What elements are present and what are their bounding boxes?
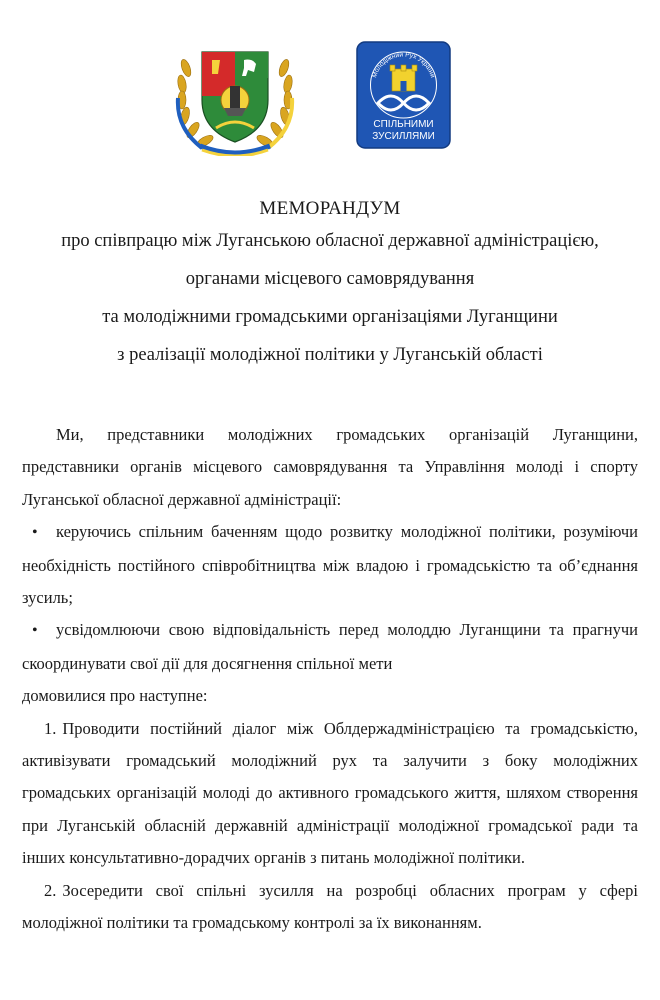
- bullet-symbol: •: [32, 524, 38, 542]
- intro-paragraph: Ми, представники молодіжних громадських організацій Луганщини, представники органів місцевого самоврядування та Управління молоді і спорту Луганської обласної державної адміністрації:: [22, 425, 638, 509]
- document-body: [22, 419, 638, 940]
- luhansk-coat-of-arms-icon: [172, 38, 298, 156]
- badge-arc-text: Молодіжний Рух України: [371, 51, 436, 79]
- document-title: МЕМОРАНДУМ: [259, 198, 401, 219]
- item-number: 1.: [44, 718, 57, 738]
- subtitle-line-4: з реалізації молодіжної політики у Луганській області: [117, 345, 543, 365]
- joint-efforts-badge-icon: [356, 41, 451, 149]
- bullet-item: [22, 516, 638, 614]
- bullet-text: усвідомлюючи свою відповідальність перед молоддю Луганщини та прагнучи скоординувати свої дії для досягнення спільної мети: [22, 620, 638, 673]
- item-text: Зосередити свої спільні зусилля на розробці обласних програм у сфері молодіжної політики та громадському контролі за їх виконанням.: [22, 880, 638, 933]
- item-text: Проводити постійний діалог між Облдержадміністрацією та громадськістю, активізувати громадський молодіжний рух та залучити з боку молодіжних громадських організацій молоді до активного громадського життя, шляхом створення при Луганській обласній державній адміністрації молодіжної громадської ради та інших консультативно-дорадчих органів з питань молодіжної політики.: [22, 718, 638, 868]
- subtitle-line-1: про співпрацю між Луганською обласної державної адміністрацією,: [61, 231, 599, 251]
- bullet-symbol: •: [32, 622, 38, 640]
- badge-line2: ЗУСИЛЛЯМИ: [372, 131, 435, 142]
- numbered-item: [22, 713, 638, 875]
- numbered-item: [22, 875, 638, 940]
- subtitle-line-2: органами місцевого самоврядування: [185, 269, 475, 289]
- bullet-text: керуючись спільним баченням щодо розвитку молодіжної політики, розуміючи необхідність постійного співробітництва між владою і громадськістю та об’єднання зусиль;: [22, 522, 638, 608]
- item-number: 2.: [44, 880, 57, 900]
- document-header: [0, 196, 660, 374]
- badge-line1: СПІЛЬНИМИ: [373, 119, 434, 130]
- agreed-line: домовилися про наступне:: [22, 686, 208, 706]
- subtitle-line-3: та молодіжними громадськими організаціями Луганщини: [102, 307, 558, 327]
- bullet-item: [22, 614, 638, 680]
